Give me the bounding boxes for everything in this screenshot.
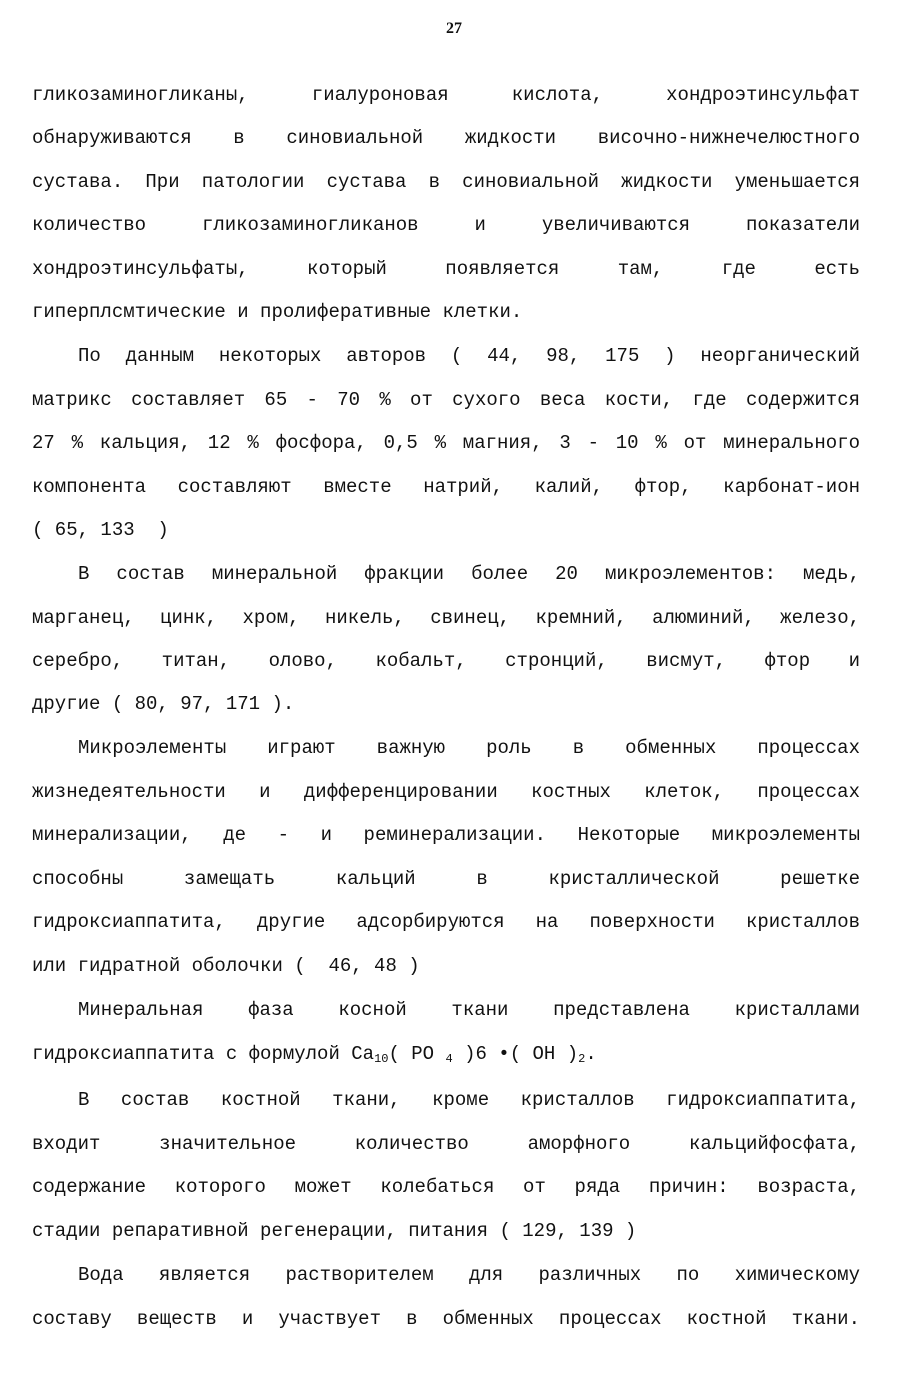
text-line: стадии репаративной регенерации, питания ( 129, 139 ) xyxy=(32,1220,637,1242)
text-line: количество гликозаминогликанов и увеличиваются показатели xyxy=(32,214,860,236)
text-line: гиперплсмтические и пролиферативные клетки. xyxy=(32,301,523,323)
subscript: 2 xyxy=(578,1052,586,1066)
text-line: ( 65, 133 ) xyxy=(32,519,169,541)
text-line: обнаруживаются в синовиальной жидкости височно-нижнечелюстного xyxy=(32,127,860,149)
text-line: хондроэтинсульфаты, который появляется там, где есть xyxy=(32,258,860,280)
text-line: компонента составляют вместе натрий, калий, фтор, карбонат-ион xyxy=(32,476,860,498)
text-line: составу веществ и участвует в обменных процессах костной ткани. xyxy=(32,1308,860,1330)
text-line: способны замещать кальций в кристаллической решетке xyxy=(32,868,860,890)
text-line: 27 % кальция, 12 % фосфора, 0,5 % магния, 3 - 10 % от минерального xyxy=(32,432,860,454)
text-line: По данным некоторых авторов ( 44, 98, 175 ) неорганический xyxy=(78,345,860,367)
formula-text: гидроксиаппатита с формулой Ca xyxy=(32,1043,375,1065)
formula-line xyxy=(32,1042,860,1066)
text-line: минерализации, де - и реминерализации. Некоторые микроэлементы xyxy=(32,824,860,846)
text-line: жизнедеятельности и дифференцировании костных клеток, процессах xyxy=(32,781,860,803)
page-number: 27 xyxy=(446,20,462,37)
text-line: Вода является растворителем для различных по химическому xyxy=(78,1264,860,1286)
text-line: гликозаминогликаны, гиалуроновая кислота, хондроэтинсульфат xyxy=(32,84,860,106)
text-line: серебро, титан, олово, кобальт, стронций, висмут, фтор и xyxy=(32,650,860,672)
text-line: входит значительное количество аморфного кальцийфосфата, xyxy=(32,1133,860,1155)
text-line: сустава. При патологии сустава в синовиальной жидкости уменьшается xyxy=(32,171,860,193)
text-line: матрикс составляет 65 - 70 % от сухого веса кости, где содержится xyxy=(32,389,860,411)
formula-text: . xyxy=(585,1043,597,1065)
text-line: марганец, цинк, хром, никель, свинец, кремний, алюминий, железо, xyxy=(32,607,860,629)
subscript: 10 xyxy=(374,1052,389,1066)
formula-text: ( PO xyxy=(388,1043,446,1065)
text-line: В состав минеральной фракции более 20 микроэлементов: медь, xyxy=(78,563,860,585)
formula-text: )6 •( OH ) xyxy=(452,1043,579,1065)
subscript: 4 xyxy=(445,1052,453,1066)
text-line: или гидратной оболочки ( 46, 48 ) xyxy=(32,955,420,977)
text-line: содержание которого может колебаться от ряда причин: возраста, xyxy=(32,1176,860,1198)
text-line: другие ( 80, 97, 171 ). xyxy=(32,693,295,715)
text-line: гидроксиаппатита, другие адсорбируются на поверхности кристаллов xyxy=(32,911,860,933)
text-line: Микроэлементы играют важную роль в обменных процессах xyxy=(78,737,860,759)
text-line: В состав костной ткани, кроме кристаллов гидроксиаппатита, xyxy=(78,1089,860,1111)
text-line: Минеральная фаза косной ткани представлена кристаллами xyxy=(78,999,860,1021)
